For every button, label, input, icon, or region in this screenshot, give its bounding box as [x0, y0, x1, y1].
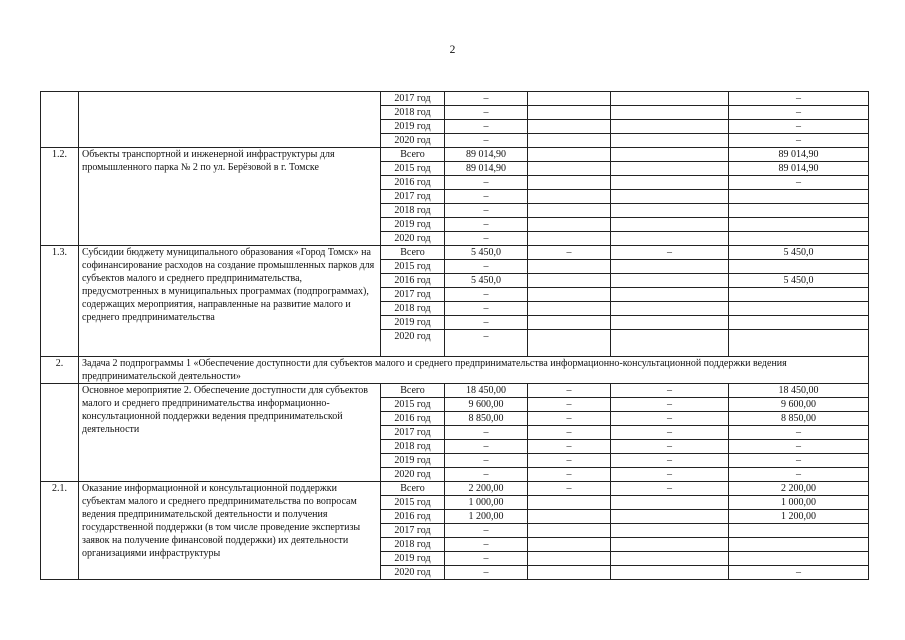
table-row [41, 148, 869, 162]
year-cell: 2016 год [381, 412, 445, 426]
value-cell [611, 316, 729, 330]
value-cell: – [611, 482, 729, 496]
value-cell: – [611, 426, 729, 440]
value-cell: 1 200,00 [729, 510, 869, 524]
year-cell: 2018 год [381, 440, 445, 454]
value-cell: – [528, 398, 611, 412]
year-cell: 2020 год [381, 134, 445, 148]
value-cell: – [445, 190, 528, 204]
value-cell: – [729, 454, 869, 468]
year-cell: 2020 год [381, 330, 445, 357]
value-cell: – [611, 384, 729, 398]
value-cell [611, 288, 729, 302]
value-cell [729, 232, 869, 246]
value-cell: 1 000,00 [729, 496, 869, 510]
value-cell: – [729, 134, 869, 148]
value-cell [528, 510, 611, 524]
value-cell: – [445, 260, 528, 274]
value-cell [611, 538, 729, 552]
value-cell: – [611, 246, 729, 260]
value-cell [729, 316, 869, 330]
value-cell [528, 330, 611, 357]
value-cell: – [445, 288, 528, 302]
value-cell [611, 176, 729, 190]
year-cell: 2018 год [381, 538, 445, 552]
year-cell: Всего [381, 148, 445, 162]
value-cell [611, 232, 729, 246]
value-cell [611, 566, 729, 580]
value-cell: 2 200,00 [729, 482, 869, 496]
value-cell [611, 204, 729, 218]
value-cell: 89 014,90 [445, 162, 528, 176]
value-cell [528, 538, 611, 552]
value-cell: – [445, 204, 528, 218]
value-cell: – [445, 440, 528, 454]
value-cell: 9 600,00 [729, 398, 869, 412]
year-cell: 2015 год [381, 260, 445, 274]
value-cell [611, 92, 729, 106]
value-cell [611, 274, 729, 288]
value-cell [528, 134, 611, 148]
value-cell [729, 524, 869, 538]
year-cell: 2017 год [381, 92, 445, 106]
value-cell: – [611, 412, 729, 426]
value-cell: 1 000,00 [445, 496, 528, 510]
value-cell [611, 190, 729, 204]
value-cell: 18 450,00 [729, 384, 869, 398]
value-cell [528, 232, 611, 246]
value-cell [729, 552, 869, 566]
value-cell [528, 552, 611, 566]
table-row [41, 92, 869, 106]
row-description-cell: Объекты транспортной и инженерной инфраструктуры для промышленного парка № 2 по ул. Берёзовой в г. Томске [79, 148, 381, 246]
value-cell [528, 524, 611, 538]
row-number-cell: 2. [41, 357, 79, 384]
value-cell: – [445, 120, 528, 134]
row-description-cell: Основное мероприятие 2. Обеспечение доступности для субъектов малого и среднего предпринимательства информационно-консультационной поддержки ведения предпринимательской деятельности [79, 384, 381, 482]
value-cell: – [729, 106, 869, 120]
value-cell: – [445, 106, 528, 120]
year-cell: 2019 год [381, 552, 445, 566]
value-cell [611, 524, 729, 538]
value-cell: – [528, 468, 611, 482]
row-number-cell: 1.3. [41, 246, 79, 357]
value-cell: – [729, 120, 869, 134]
value-cell [611, 552, 729, 566]
value-cell [729, 330, 869, 357]
value-cell: 5 450,0 [445, 246, 528, 260]
value-cell [729, 538, 869, 552]
row-description-cell [79, 92, 381, 148]
budget-table [40, 91, 869, 580]
value-cell: – [445, 566, 528, 580]
value-cell: – [611, 468, 729, 482]
value-cell [729, 260, 869, 274]
year-cell: 2020 год [381, 232, 445, 246]
year-cell: 2019 год [381, 218, 445, 232]
value-cell [611, 218, 729, 232]
value-cell: – [445, 454, 528, 468]
row-description-cell: Субсидии бюджету муниципального образования «Город Томск» на софинансирование расходов на создание промышленных парков для субъектов малого и среднего предпринимательства, предусмотренных в муниципальных программах (подпрограммах), содержащих мероприятия, направленные на развитие малого и среднего предпринимательства [79, 246, 381, 357]
value-cell: – [445, 302, 528, 316]
year-cell: Всего [381, 482, 445, 496]
table-row [41, 384, 869, 398]
value-cell [611, 302, 729, 316]
value-cell: – [611, 440, 729, 454]
year-cell: 2016 год [381, 510, 445, 524]
value-cell: 89 014,90 [729, 148, 869, 162]
value-cell [528, 302, 611, 316]
value-cell: – [445, 330, 528, 357]
value-cell: – [445, 218, 528, 232]
value-cell [528, 120, 611, 134]
value-cell [528, 148, 611, 162]
row-number-cell: 2.1. [41, 482, 79, 580]
year-cell: 2020 год [381, 468, 445, 482]
value-cell [528, 260, 611, 274]
value-cell [611, 330, 729, 357]
year-cell: 2018 год [381, 106, 445, 120]
value-cell [729, 302, 869, 316]
value-cell [528, 106, 611, 120]
value-cell: – [729, 440, 869, 454]
row-number-cell [41, 384, 79, 482]
value-cell [729, 218, 869, 232]
value-cell: – [729, 176, 869, 190]
value-cell [729, 204, 869, 218]
value-cell: 89 014,90 [729, 162, 869, 176]
value-cell: – [729, 566, 869, 580]
value-cell: – [445, 134, 528, 148]
value-cell: – [445, 232, 528, 246]
value-cell: – [445, 92, 528, 106]
year-cell: Всего [381, 384, 445, 398]
year-cell: 2017 год [381, 426, 445, 440]
value-cell: – [611, 454, 729, 468]
year-cell: 2019 год [381, 454, 445, 468]
value-cell [611, 510, 729, 524]
value-cell [528, 288, 611, 302]
value-cell: – [729, 92, 869, 106]
value-cell [611, 120, 729, 134]
year-cell: 2015 год [381, 398, 445, 412]
value-cell: – [528, 426, 611, 440]
value-cell: 8 850,00 [729, 412, 869, 426]
year-cell: 2018 год [381, 302, 445, 316]
value-cell [528, 204, 611, 218]
value-cell [528, 274, 611, 288]
value-cell [611, 148, 729, 162]
year-cell: 2020 год [381, 566, 445, 580]
value-cell [528, 162, 611, 176]
year-cell: 2017 год [381, 524, 445, 538]
value-cell [611, 134, 729, 148]
value-cell: 8 850,00 [445, 412, 528, 426]
year-cell: 2016 год [381, 274, 445, 288]
value-cell: 5 450,0 [729, 246, 869, 260]
value-cell [528, 496, 611, 510]
value-cell: 5 450,0 [445, 274, 528, 288]
year-cell: Всего [381, 246, 445, 260]
value-cell: – [445, 524, 528, 538]
value-cell: – [445, 552, 528, 566]
value-cell [528, 218, 611, 232]
value-cell [611, 260, 729, 274]
value-cell: 89 014,90 [445, 148, 528, 162]
year-cell: 2019 год [381, 316, 445, 330]
value-cell [611, 496, 729, 510]
task-heading-cell: Задача 2 подпрограммы 1 «Обеспечение доступности для субъектов малого и среднего предпринимательства информационно-консультационной поддержки ведения предпринимательской деятельности» [79, 357, 869, 384]
year-cell: 2016 год [381, 176, 445, 190]
value-cell: – [729, 426, 869, 440]
value-cell: 2 200,00 [445, 482, 528, 496]
year-cell: 2019 год [381, 120, 445, 134]
table-row [41, 482, 869, 496]
value-cell: 18 450,00 [445, 384, 528, 398]
value-cell: – [445, 316, 528, 330]
year-cell: 2018 год [381, 204, 445, 218]
value-cell: – [528, 440, 611, 454]
value-cell [528, 190, 611, 204]
table-row [41, 357, 869, 384]
value-cell: – [528, 454, 611, 468]
row-number-cell: 1.2. [41, 148, 79, 246]
page-number: 2 [449, 44, 456, 56]
row-number-cell [41, 92, 79, 148]
value-cell: – [528, 412, 611, 426]
value-cell [611, 162, 729, 176]
value-cell: – [729, 468, 869, 482]
value-cell: – [611, 398, 729, 412]
year-cell: 2015 год [381, 496, 445, 510]
year-cell: 2017 год [381, 190, 445, 204]
value-cell: 1 200,00 [445, 510, 528, 524]
value-cell: – [445, 468, 528, 482]
year-cell: 2017 год [381, 288, 445, 302]
row-description-cell: Оказание информационной и консультационной поддержки субъектам малого и среднего предпринимательства по вопросам ведения предпринимательской деятельности и получения государственной поддержки (в том числе проведение экспертизы заявок на получение финансовой поддержки) их деятельности организациями инфраструктуры [79, 482, 381, 580]
value-cell: – [445, 538, 528, 552]
value-cell [528, 92, 611, 106]
value-cell [528, 316, 611, 330]
value-cell: – [528, 482, 611, 496]
value-cell [528, 566, 611, 580]
value-cell: 5 450,0 [729, 274, 869, 288]
value-cell [611, 106, 729, 120]
table-row [41, 246, 869, 260]
value-cell: – [445, 426, 528, 440]
value-cell [729, 288, 869, 302]
value-cell [729, 190, 869, 204]
value-cell [528, 176, 611, 190]
year-cell: 2015 год [381, 162, 445, 176]
value-cell: – [445, 176, 528, 190]
value-cell: – [528, 246, 611, 260]
value-cell: 9 600,00 [445, 398, 528, 412]
value-cell: – [528, 384, 611, 398]
